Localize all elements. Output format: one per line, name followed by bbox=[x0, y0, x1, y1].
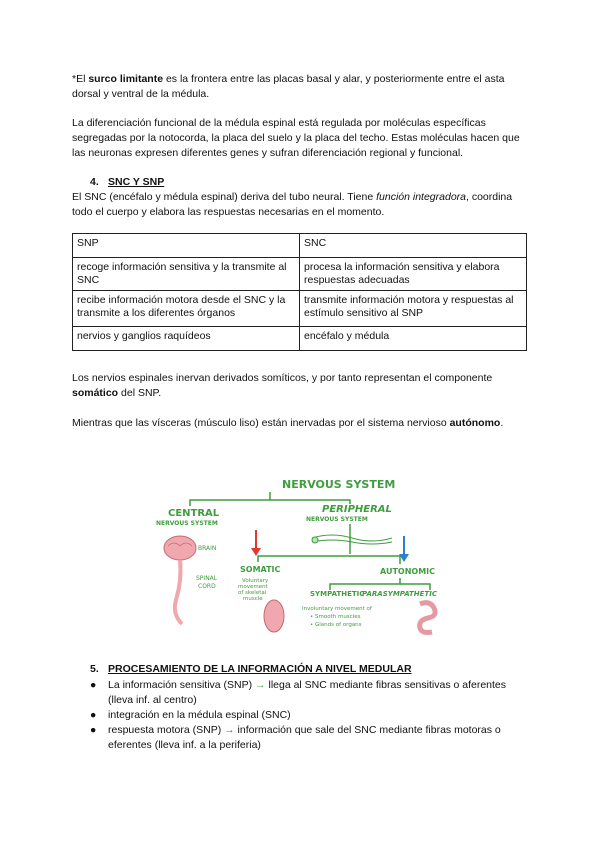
bullet-icon: ● bbox=[90, 724, 97, 736]
bold-term: autónomo bbox=[449, 417, 501, 429]
section-5-heading bbox=[90, 662, 412, 677]
table-row bbox=[73, 327, 527, 351]
text: El SNC (encéfalo y médula espinal) deriva del tubo neural. Tiene bbox=[72, 191, 377, 203]
table-cell: recibe información motora desde el SNC y la transmite a los diferentes órganos bbox=[73, 291, 300, 327]
list-item bbox=[90, 708, 530, 723]
table-row bbox=[73, 291, 527, 327]
diagram-somatic-desc: movement bbox=[238, 584, 268, 590]
text: *El bbox=[72, 73, 89, 85]
italic-term: función integradora bbox=[376, 191, 466, 203]
table-cell: encéfalo y médula bbox=[300, 327, 527, 351]
table-cell: procesa la información sensitiva y elabora respuestas adecuadas bbox=[300, 258, 527, 291]
diagram-auto-desc: Involuntary movement of bbox=[302, 606, 372, 612]
bullet-icon: ● bbox=[90, 709, 97, 721]
diagram-title: NERVOUS SYSTEM bbox=[282, 478, 396, 491]
text: integración en la médula espinal (SNC) bbox=[108, 709, 291, 721]
table-cell: transmite información motora y respuestas al estímulo sensitivo al SNP bbox=[300, 291, 527, 327]
bold-term: surco limitante bbox=[88, 73, 164, 85]
bullet-icon: ● bbox=[90, 679, 97, 691]
text: del SNP. bbox=[118, 387, 162, 399]
section-title: SNC Y SNP bbox=[108, 176, 165, 188]
brain-icon bbox=[164, 536, 196, 624]
nervous-system-diagram bbox=[150, 466, 472, 638]
paragraph-surco-limitante bbox=[72, 72, 532, 102]
diagram-brain: BRAIN bbox=[198, 545, 217, 552]
red-arrow-icon bbox=[251, 530, 261, 556]
section-4-heading bbox=[90, 175, 164, 190]
diagram-auto-desc: • Glands of organs bbox=[310, 622, 362, 628]
paragraph-snc bbox=[72, 190, 532, 220]
table-cell: SNP bbox=[73, 234, 300, 258]
section-number: 4. bbox=[90, 176, 99, 188]
text: llega al SNC mediante fibras sensitivas o aferentes (lleva inf. al centro) bbox=[108, 679, 507, 706]
diagram-auto-desc: • Smooth muscles bbox=[310, 614, 361, 620]
text: Los nervios espinales inervan derivados somíticos, y por tanto representan el componente bbox=[72, 372, 493, 384]
diagram-central-sub: NERVOUS SYSTEM bbox=[156, 520, 218, 527]
text: , coordina todo el cuerpo y elabora las respuestas necesarias en el momento. bbox=[72, 191, 513, 218]
paragraph-diferenciacion: La diferenciación funcional de la médula espinal está regulada por moléculas específicas segregadas por la notocorda, la placa del suelo y la placa del techo. Estas moléculas hacen que las neuronas expresen diferentes genes y sufran diferenciación regional y funcional. bbox=[72, 117, 520, 159]
table-row bbox=[73, 258, 527, 291]
list-item bbox=[90, 678, 530, 708]
text: información que sale del SNC mediante fibras motoras o eferentes (lleva inf. a la periferia) bbox=[108, 724, 501, 751]
diagram-somatic: SOMATIC bbox=[240, 565, 281, 574]
diagram-spinal: SPINAL bbox=[196, 575, 218, 582]
table-row bbox=[73, 234, 527, 258]
arrow-right-icon: → bbox=[255, 679, 266, 691]
table-cell: SNC bbox=[300, 234, 527, 258]
diagram-autonomic: AUTONOMIC bbox=[380, 567, 436, 576]
diagram-somatic-desc: muscle bbox=[243, 596, 263, 602]
table-cell: recoge información sensitiva y la transmite al SNC bbox=[73, 258, 300, 291]
text: . bbox=[500, 417, 504, 429]
paragraph-visceras bbox=[72, 416, 532, 431]
snp-snc-table bbox=[72, 233, 527, 351]
diagram-sympathetic: SYMPATHETIC bbox=[310, 590, 365, 598]
text: respuesta motora (SNP) bbox=[108, 724, 225, 736]
bold-term: somático bbox=[72, 387, 119, 399]
diagram-somatic-desc: Voluntary bbox=[242, 578, 269, 584]
diagram-peripheral-sub: NERVOUS SYSTEM bbox=[306, 516, 368, 523]
text: La información sensitiva (SNP) bbox=[108, 679, 256, 691]
muscle-icon bbox=[264, 600, 284, 632]
list-item bbox=[90, 723, 530, 753]
table-cell: nervios y ganglios raquídeos bbox=[73, 327, 300, 351]
diagram-peripheral: PERIPHERAL bbox=[322, 504, 392, 515]
section-title: PROCESAMIENTO DE LA INFORMACIÓN A NIVEL MEDULAR bbox=[108, 663, 412, 675]
diagram-somatic-desc: of skeletal bbox=[238, 590, 267, 596]
section-number: 5. bbox=[90, 663, 99, 675]
diagram-cord: CORD bbox=[198, 583, 216, 590]
text: Mientras que las vísceras (músculo liso) están inervadas por el sistema nervioso bbox=[72, 417, 450, 429]
paragraph-nervios-espinales bbox=[72, 371, 532, 401]
diagram-parasympathetic: PARASYMPATHETIC bbox=[362, 590, 437, 598]
diagram-central: CENTRAL bbox=[168, 508, 220, 519]
arrow-right-icon: → bbox=[224, 724, 235, 736]
nerve-icon bbox=[312, 535, 392, 544]
text: es la frontera entre las placas basal y alar, y posteriormente entre el asta dorsal y ventral de la médula. bbox=[72, 73, 505, 100]
intestine-icon bbox=[420, 603, 435, 633]
